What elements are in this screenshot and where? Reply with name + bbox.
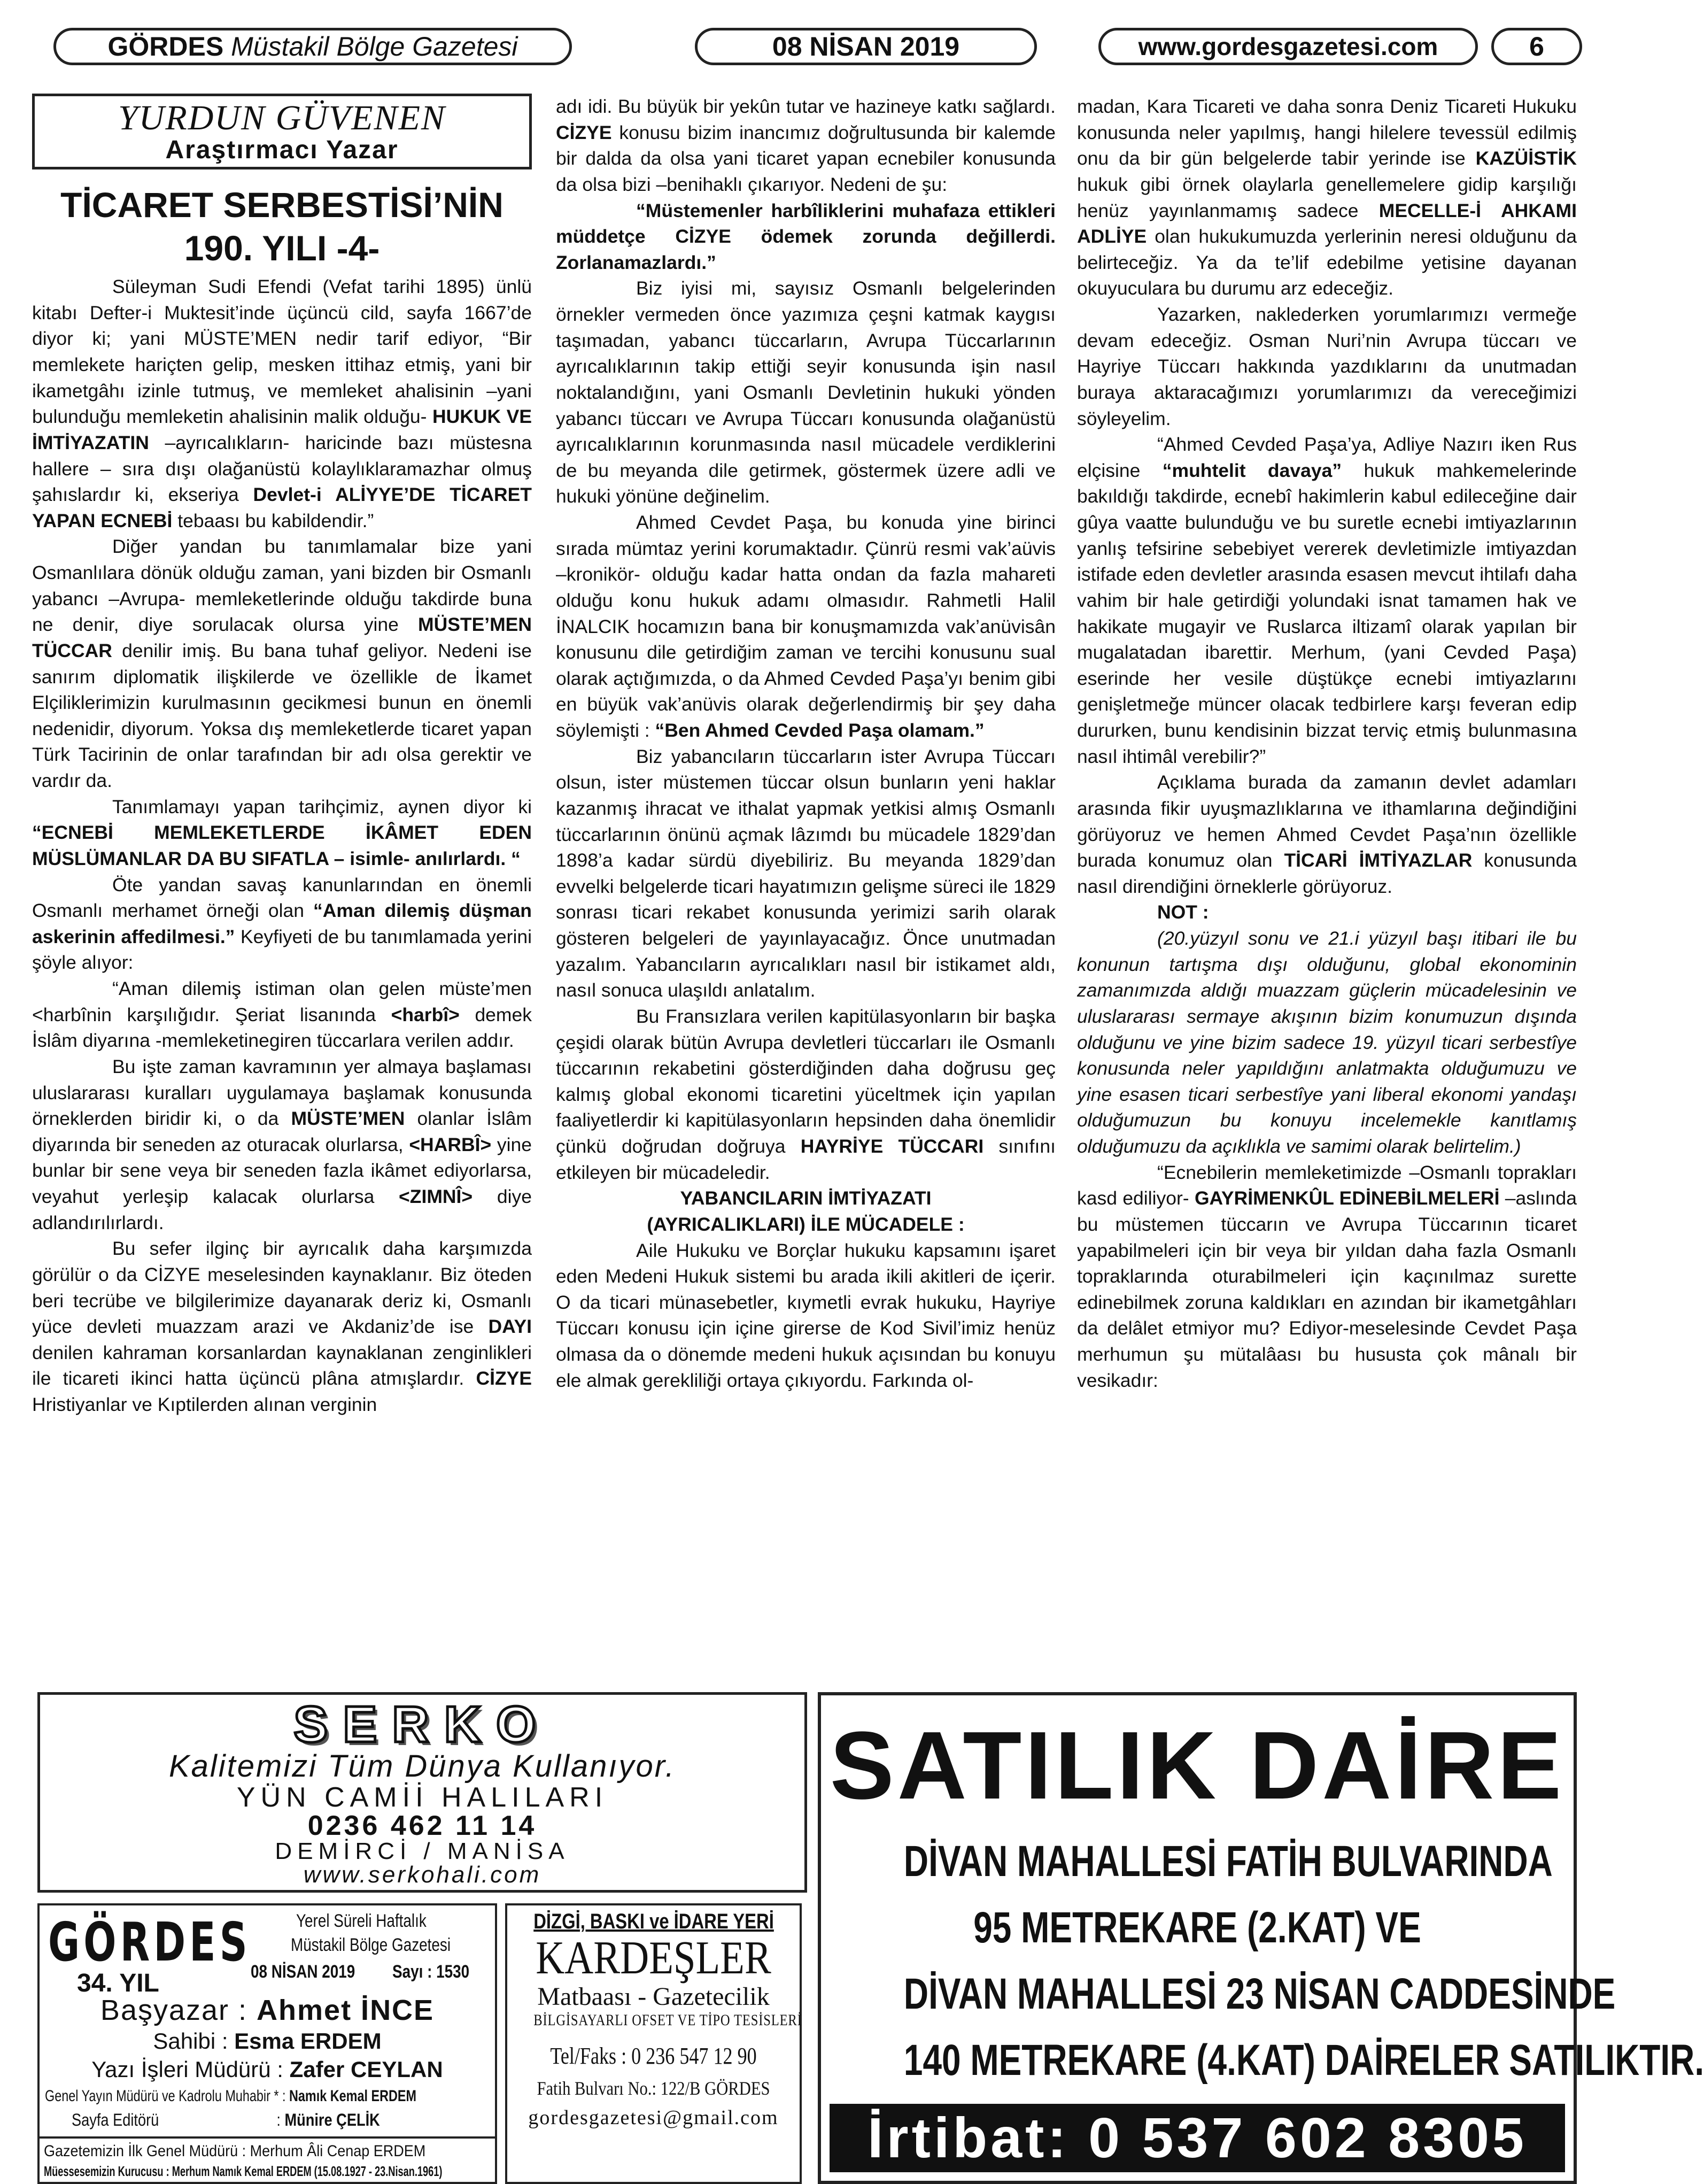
page-number: 6	[1529, 32, 1544, 61]
section-heading-line1: YABANCILARIN İMTİYAZATI	[680, 1187, 932, 1209]
masthead-gm: Namık Kemal ERDEM	[289, 2087, 416, 2105]
serko-slogan: Kalitemizi Tüm Dünya Kullanıyor.	[168, 1749, 676, 1784]
paragraph: Bu işte zaman kavramının yer almaya başlaması uluslararası kuralları uygulamaya başlamak konusunda örneklerden biridir ki, o da MÜSTE’MEN olanlar İslâm diyarında bir seneden az oturacak olurlarsa, <HARBÎ> yine bunlar bir sene veya bir seneden fazla ikâmet ediyorlarsa, veyahut yerleşip kalacak olurlarsa <ZIMNÎ> diye adlandırılırlardı.	[32, 1055, 532, 1233]
paragraph: “Ahmed Cevded Paşa’ya, Adliye Nazırı iken Rus elçisine “muhtelit davaya” hukuk mahkemelerinde bakıldığı takdirde, ecnebî hakimlerin kabul edileceğine dair gûya vaatte bulunduğu ve bu suretle ecnebi imtiyazlarının yanlış tefsirine sebebiyet vererek devletimizle imtiyazdan istifade eden devletler arasında esasen mevcut ihtilafı daha vahim bir hale getirdiği yolundaki isnat tamamen hak ve hakikate mugayir ve Ruslarca iltizamî olarak yapılan bir mugalatadan ibarettir. Merhum, (yani Cevded Paşa) eserinde her vesile düştükçe ecnebi imtiyazlarını genişletmeğe müncer olacak tedbirlere karşı feveran edip dururken, bunu kendisinin bizzat terviç etmiş bulunmasına nasıl ihtimâl verebilir?”	[1077, 434, 1577, 767]
paragraph: “Aman dilemiş istiman olan gelen müste’men <harbînin karşılığıdır. Şeriat lisanında <harbî> demek İslâm diyarına -memleketinegiren tüccarlara verilen addır.	[32, 978, 532, 1052]
serko-website[interactable]: www.serkohali.com	[303, 1862, 541, 1888]
serko-location: DEMİRCİ / MANİSA	[275, 1838, 570, 1865]
article-column-2	[556, 94, 1056, 1676]
page-number-pill	[1491, 28, 1582, 65]
satilik-ad	[818, 1692, 1704, 2184]
masthead-pe-row: Sayfa Editörü : Münire ÇELİK	[72, 2110, 380, 2129]
masthead-first-gm: Gazetemizin İlk Genel Müdürü : Merhum Âli Cenap ERDEM	[44, 2142, 426, 2160]
masthead-name: GÖRDES	[48, 1911, 251, 1973]
satilik-line4: 140 METREKARE (4.KAT) DAİRELER SATILIKTIR.	[903, 2036, 1704, 2085]
serko-logo: SERKO	[293, 1696, 551, 1753]
printer-heading: DİZGİ, BASKI ve İDARE YERİ	[533, 1910, 774, 1933]
masthead-managing: Zafer CEYLAN	[289, 2057, 443, 2082]
note-paragraph: (20.yüzyıl sonu ve 21.i yüzyıl başı itibari ile bu konunun tartışma dışı olduğunu, global ekonominin zamanımızda aldığı muazzam güçlerin mücadelesinin ve uluslararası sermaye akışının bizim konumuzun dışında olduğunu ve yine bizim sadece 19. yüzyıl ticari serbestîye konusunda neler yapıldığını anlatmakta olduğumuzu ve yine esasen ticari serbestîye yani liberal ekonomi yandaşı olduğumuzun bu konuyu incelemekle kanıtlamış olduğumuzu da açıklıkla ve samimi olarak belirtelim.)	[1077, 928, 1577, 1157]
masthead-box	[37, 1903, 497, 2184]
satilik-line1: DİVAN MAHALLESİ FATİH BULVARINDA	[903, 1837, 1553, 1886]
printer-box	[505, 1903, 802, 2184]
masthead-owner-row: Sahibi : Esma ERDEM	[153, 2028, 382, 2054]
satilik-line3: DİVAN MAHALLESİ 23 NİSAN CADDESİNDE	[903, 1970, 1616, 2018]
masthead-type1: Yerel Süreli Haftalık	[296, 1911, 427, 1931]
author-name: YURDUN GÜVENEN	[118, 98, 446, 137]
paragraph: Yazarken, naklederken yorumlarımızı vermeğe devam edeceğiz. Osman Nuri’nin Avrupa tüccarı ve Hayriye Tüccarı hakkında yazdıklarını da unutmadan buraya aktaracağımızı yorumlarımızı da vereceğimizi söyleyelim.	[1077, 304, 1577, 429]
printer-facility: BİLGİSAYARLI OFSET VE TİPO TESİSLERİ	[533, 2011, 802, 2029]
paragraph: Süleyman Sudi Efendi (Vefat tarihi 1895) ünlü kitabı Defter-i Muktesit’inde üçüncü cild, sayfa 1667’de diyor ki; yani MÜSTE’MEN nedir tarif ediyor, “Bir memlekete hariçten gelip, mesken ittihaz etmiş, yani bir ikametgâhı izinle tutmuş, ve memleket ahalisinin –yani bulunduğu memleketin ahalisinin malik olduğu- HUKUK VE İMTİYAZATIN –ayrıcalıkların- haricinde bazı müstesna hallere – sıra dışı olağanüstü kolaylıklaramazhar olmuş şahıslardır ki, ekseriya Devlet-i ALİYYE’DE TİCARET YAPAN ECNEBİ tebaası bu kabildendir.”	[32, 276, 532, 531]
satilik-contact: İrtibat: 0 537 602 8305	[830, 2104, 1565, 2172]
paragraph: Biz iyisi mi, sayısız Osmanlı belgelerinden örnekler vermeden önce yazımıza çeşni katmak kaygısı taşımadan, yabancı tüccarların, Avrupa Tüccarlarının ayrıcalıklarının takip ettiği seyir konusunda işin nasıl noktalandığını, yani Osmanlı Devletinin hukuki yönden yabancı tüccarı ve Avrupa Tüccarı konusunda olağanüstü ayrıcalıklarının korunmasında nasıl mücadele verdiklerini de bu meyanda dile getirmek, göstermek üzere adli ve hukuki yönüne değinelim.	[556, 277, 1056, 507]
masthead-managing-row: Yazı İşleri Müdürü : Zafer CEYLAN	[91, 2057, 443, 2082]
masthead-gm-row: Genel Yayın Müdürü ve Kadrolu Muhabir * : Namık Kemal ERDEM	[45, 2087, 416, 2105]
masthead-date: 08 NİSAN 2019	[251, 1962, 355, 1982]
serko-ad	[37, 1692, 807, 1893]
header-date: 08 NİSAN 2019	[772, 32, 960, 61]
printer-address: Fatih Bulvarı No.: 122/B GÖRDES	[537, 2078, 770, 2100]
website-pill[interactable]	[1098, 28, 1478, 65]
author-box	[32, 94, 532, 169]
paper-name-pill	[53, 28, 572, 65]
serko-phone: 0236 462 11 14	[307, 1810, 537, 1842]
paragraph: adı idi. Bu büyük bir yekûn tutar ve hazineye katkı sağlardı. CİZYE konusu bizim inancımız doğrultusunda bir kalemde bir dalda da olsa yani ticaret yapan ecnebiler konusunda da olsa bizi –benihaklı çıkarıyor. Nedeni de şu:	[556, 96, 1056, 195]
paragraph: Tanımlamayı yapan tarihçimiz, aynen diyor ki “ECNEBİ MEMLEKETLERDE İKÂMET EDEN MÜSLÜMANLAR DA BU SIFATLA – isimle- anılırlardı. “	[32, 796, 532, 869]
article-column-1	[32, 94, 532, 1676]
masthead-founder: Müessesemizin Kurucusu : Merhum Namık Kemal ERDEM (15.08.1927 - 23.Nisan.1961)	[44, 2163, 443, 2179]
printer-email[interactable]: gordesgazetesi@gmail.com	[528, 2106, 779, 2129]
article-title	[32, 183, 532, 269]
masthead-divider	[40, 2136, 495, 2139]
paragraph: Bu sefer ilginç bir ayrıcalık daha karşımızda görülür o da CİZYE meselesinden kaynaklanır. Biz öteden beri tecrübe ve bilgilerimize dayanarak deriz ki, Osmanlı yüce devleti muazzam arazi ve Akdaniz’de ise DAYI denilen kahraman korsanlardan kaynaklanan zenginlikleri ile ticareti ikinci hatta üçüncü plâna atmışlardır. CİZYE Hristiyanlar ve Kıptilerden alınan verginin	[32, 1238, 532, 1415]
serko-product: YÜN CAMİİ HALILARI	[236, 1781, 608, 1813]
paragraph: madan, Kara Ticareti ve daha sonra Deniz Ticareti Hukuku konusunda neler yapılmış, hangi hilelere tevessül edilmiş onu da bir gün belgelerde tabir yerinde ise KAZÜİSTİK hukuk gibi örnek olaylarla genellemelere gidip karşılığı henüz yayınlanmamış sadece MECELLE-İ AHKAMI ADLİYE olan hukukumuzda yerlerinin neresi olduğunu da belirteceğiz. Ya da te’lif edebilme yetisine dayanan okuyuculara bu durumu arz edeceğiz.	[1077, 96, 1577, 299]
header-website[interactable]: www.gordesgazetesi.com	[1138, 33, 1438, 60]
note-heading: NOT :	[1157, 901, 1209, 923]
section-heading-line2: (AYRICALIKLARI) İLE MÜCADELE :	[647, 1213, 965, 1235]
masthead-editor-row: Başyazar : Ahmet İNCE	[100, 1994, 435, 2026]
paragraph: Diğer yandan bu tanımlamalar bize yani Osmanlılara dönük olduğu zaman, yani bizden bir Osmanlı yabancı –Avrupa- memleketlerinde olduğu takdirde buna ne denir, diye sorulacak olursa yine MÜSTE’MEN TÜCCAR denilir imiş. Bu bana tuhaf geliyor. Nedeni ise sanırım diplomatik ilişkilerde ve özellikle de İkamet Elçiliklerimizin kurulmasının gecikmesi bunun en önemli nedenidir, diyorum. Yoksa dış memleketlerde ticaret yapan Türk Tacirinin de onlar tarafından bir adı olsa gerektir ve vardır da.	[32, 536, 532, 791]
paragraph: Bu Fransızlara verilen kapitülasyonların bir başka çeşidi olarak bütün Avrupa devletleri tüccarları ile Osmanlı tüccarının rekabetini gösterdiğinden daha doğrusu geç kalmış global ekonomi ticaretini yüceltmek için yapılan faaliyetlerdir ki kapitülasyonların hepsinden daha önemlidir çünkü doğrudan doğruya HAYRİYE TÜCCARI sınıfını etkileyen bir mücadeledir.	[556, 1005, 1056, 1183]
article-column-3	[1077, 94, 1577, 1676]
satilik-headline: SATILIK DAİRE	[830, 1712, 1565, 1819]
paragraph: Açıklama burada da zamanın devlet adamları arasında fikir uyuşmazlıklarına ve ithamlarına değindiğini görüyoruz ve hemen Ahmed Cevdet Paşa’nın özellikle burada konumuz olan TİCARİ İMTİYAZLAR konusunda nasıl direndiğini örneklerle görüyoruz.	[1077, 771, 1577, 897]
paragraph: “Ecnebilerin memleketimizde –Osmanlı toprakları kasd ediliyor- GAYRİMENKÛL EDİNEBİLMELERİ –aslında bu müstemen tüccarın ve Avrupa Tüccarının ticaret yapabilmeleri için bir veya bir yıldan daha fazla Osmanlı topraklarında oturabilmeleri için kaçınılmaz surette edinebilmek zoruna kaldıkları en azından bir ikametgâhları da delâlet etmiyor mu? Ediyor-meselesinde Cevdet Paşa merhumun şu mütalâası bu hususta çok mânalı bir vesikadır:	[1077, 1161, 1577, 1391]
paragraph: “Müstemenler harbîliklerini muhafaza ettikleri müddetçe CİZYE ödemek zorunda değillerdi. Zorlanamazlardı.”	[556, 199, 1056, 273]
date-pill	[695, 28, 1037, 65]
satilik-line2: 95 METREKARE (2.KAT) VE	[973, 1903, 1421, 1952]
paragraph: Ahmed Cevdet Paşa, bu konuda yine birinci sırada mümtaz yerini korumaktadır. Çünrü resmi vak’aüvis –kronikör- olduğu kadar hatta ondan da fazla mahareti olduğu konu hukuk adamı olmasıdır. Rahmetli Halil İNALCIK hocamızın bana bir konuşmamızda vak’anüvisân konusunu dile getirdiğim zaman ve tercihi konusunu sual olarak açtığımızda, o da Ahmed Cevded Paşa’yı benim gibi en büyük vak’anüvis olarak değerlendirmiş bir şey daha söylemişti : “Ben Ahmed Cevded Paşa olamam.”	[556, 512, 1056, 741]
printer-name: KARDEŞLER	[536, 1932, 771, 1984]
printer-subtitle: Matbaası - Gazetecilik	[537, 1982, 770, 2011]
article-title-line1: TİCARET SERBESTİSİ’NİN	[60, 185, 504, 225]
author-role: Araştırmacı Yazar	[165, 136, 399, 165]
masthead-issue: Sayı : 1530	[392, 1962, 470, 1982]
masthead-type2: Müstakil Bölge Gazetesi	[291, 1935, 451, 1955]
article-title-line2: 190. YILI -4-	[184, 228, 380, 268]
masthead-year: 34. YIL	[77, 1969, 159, 1997]
paper-subtitle: Müstakil Bölge Gazetesi	[231, 32, 518, 61]
masthead-pe: Münire ÇELİK	[284, 2110, 380, 2129]
masthead-editor: Ahmet İNCE	[257, 1994, 435, 2026]
paragraph: Biz yabancıların tüccarların ister Avrupa Tüccarı olsun, ister müstemen tüccar olsun bunların yeni haklar kazanmış ihracat ve ithalat yapmak yetkisi almış Osmanlı tüccarlarının önünü açmak lâzımdı bu mücadele 1829’dan 1898’a kadar sürdü diyebiliriz. Bu meyanda 1829’dan evvelki belgelerde ticari hayatımızın gelişme süreci ile 1829 sonrası ticari rekabet konusunda yerimizi sarih olarak gösteren belgeleri de yayınlayacağız. Önce unutmadan yazalım. Yabancıların ayrıcalıkları nasıl bir istikamet aldı, nasıl sonuca ulaşıldı anlatalım.	[556, 745, 1056, 1001]
paragraph: Aile Hukuku ve Borçlar hukuku kapsamını işaret eden Medeni Hukuk sistemi bu arada ikili akitleri de içerir. O da ticari münasebetler, kıymetli evrak hukuku, Hayriye Tüccarı konusu için içine girerse de Kod Sivil’imiz henüz olmasa da o dönemde medeni hukuk açısından bu konuyu ele almak gerekliliği ortaya çıkıyordu. Farkında ol-	[556, 1239, 1056, 1391]
printer-phone: Tel/Faks : 0 236 547 12 90	[550, 2043, 757, 2070]
paragraph: Öte yandan savaş kanunlarından en önemli Osmanlı merhamet örneği olan “Aman dilemiş düşman askerinin affedilmesi.” Keyfiyeti de bu tanımlamada yerini şöyle alıyor:	[32, 874, 532, 974]
masthead-owner: Esma ERDEM	[234, 2028, 382, 2054]
paper-name: GÖRDES	[107, 32, 224, 61]
